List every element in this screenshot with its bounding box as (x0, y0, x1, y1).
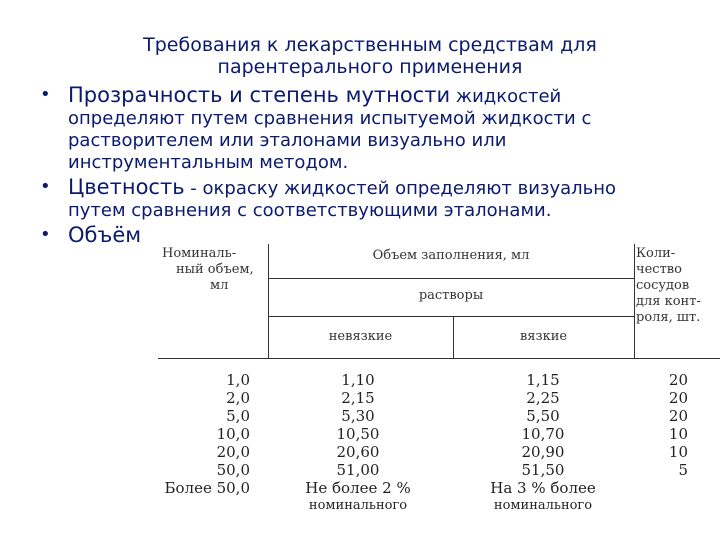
slide-title (60, 34, 680, 78)
bullet-text-line: определяют путем сравнения испытуемой жидкости с (68, 108, 592, 129)
bullet-list (40, 84, 715, 250)
table-cell: 20,90 (521, 443, 565, 461)
table-cell: 10 (668, 425, 688, 443)
bullet-text-line: жидкостей (450, 86, 562, 107)
table-cell: 5 (678, 461, 688, 479)
column-nominal (158, 371, 250, 497)
bullet-color (40, 176, 715, 222)
table-cell: 20,60 (336, 443, 380, 461)
header-viscous: вязкие (519, 329, 568, 344)
bullet-text-line: инструментальным методом. (68, 152, 349, 173)
column-viscous (458, 371, 628, 515)
header-nonviscous: невязкие (328, 329, 393, 344)
table-cell: 20 (668, 407, 688, 425)
header-vessel-count: Коли- чество сосудов для конт- роля, шт. (636, 246, 701, 325)
bullet-marker: • (40, 224, 51, 245)
table-cell: 51,00 (336, 461, 380, 479)
bullet-lead-transparency: Прозрачность и степень мутности (68, 83, 451, 107)
table-cell: 2,0 (226, 389, 250, 407)
table-cell: 1,10 (341, 371, 375, 389)
table-cell: 1,0 (226, 371, 250, 389)
header-fill-volume: Объем заполнения, мл (372, 248, 530, 263)
table-cell: 10,70 (521, 425, 565, 443)
table-cell: 2,15 (341, 389, 375, 407)
slide-title-line-1: Требования к лекарственным средствам для (143, 34, 597, 56)
header-solutions: растворы (418, 288, 484, 303)
bullet-transparency (40, 84, 715, 174)
table-cell: 51,50 (521, 461, 565, 479)
table-cell: 10,50 (336, 425, 380, 443)
table-divider (268, 316, 634, 317)
volume-table (158, 236, 720, 540)
column-nonviscous (278, 371, 438, 515)
table-cell: 5,30 (341, 407, 375, 425)
table-cell: 10 (668, 443, 688, 461)
table-cell: номинального (308, 498, 408, 513)
table-cell: 1,15 (526, 371, 560, 389)
table-cell: На 3 % более (490, 479, 596, 497)
table-cell: 20,0 (216, 443, 250, 461)
table-cell: Более 50,0 (164, 479, 250, 497)
table-cell: 2,25 (526, 389, 560, 407)
table-cell: Не более 2 % (305, 479, 411, 497)
bullet-text-line: путем сравнения с соответствующими эталонами. (68, 200, 552, 221)
table-cell: 5,50 (526, 407, 560, 425)
table-cell: 20 (668, 371, 688, 389)
bullet-text-line: - окраску жидкостей определяют визуально (184, 178, 617, 199)
column-vessels (638, 371, 688, 479)
header-nominal-volume: Номиналь- ный объем, мл (162, 246, 254, 293)
table-divider (268, 278, 634, 279)
table-divider (158, 358, 720, 359)
bullet-lead-color: Цветность (68, 175, 185, 199)
table-cell: номинального (493, 498, 593, 513)
table-cell: 5,0 (226, 407, 250, 425)
table-cell: 50,0 (216, 461, 250, 479)
bullet-marker: • (40, 84, 51, 105)
bullet-text-line: растворителем или эталонами визуально или (68, 130, 507, 151)
table-divider (634, 244, 635, 358)
bullet-lead-volume: Объём (68, 223, 142, 247)
table-cell: 10,0 (216, 425, 250, 443)
table-cell: 20 (668, 389, 688, 407)
slide-title-line-2: парентерального применения (217, 56, 523, 78)
bullet-marker: • (40, 176, 51, 197)
